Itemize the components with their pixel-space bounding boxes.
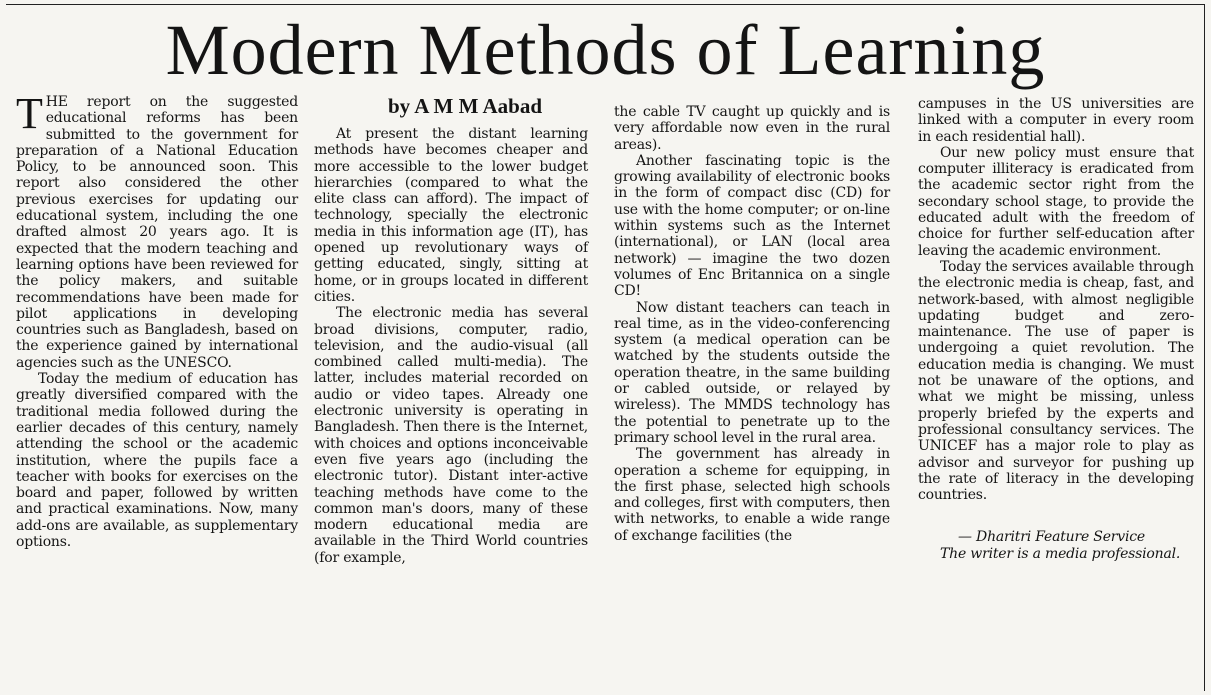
- paragraph: Our new policy must ensure that computer illiteracy is eradicated from the academic sector right from the secondary school stage, to provide the educated adult with the freedom of choice for further self-education after leaving the academic environment.: [918, 144, 1194, 259]
- article-headline: Modern Methods of Learning: [165, 10, 1046, 90]
- paragraph: Now distant teachers can teach in real time, as in the video-conferencing system (a medical operation can be watched by the students outside the operation theatre, in the same building or cabled outside, or relayed by wireless). The MMDS technology has the potential to penetrate up to the primary school level in the rural area.: [614, 299, 890, 446]
- credit-source: — Dharitri Feature Service: [958, 529, 1145, 546]
- right-border-rule: [1204, 4, 1205, 691]
- paragraph: the cable TV caught up quickly and is very affordable now even in the rural areas).: [614, 104, 890, 153]
- paragraph: Today the services available through the electronic media is cheap, fast, and network-based, with almost negligible updating budget and zero-maintenance. The use of paper is undergoing a quiet revolution. The education media is changing. We must not be unaware of the options, and what we might be missing, unless properly briefed by the experts and professional consultancy services. The UNICEF has a major role to play as advisor and surveyor for pushing up the rate of literacy in the developing countries.: [918, 258, 1194, 504]
- paragraph: The government has already in operation a scheme for equipping, in the first phase, selected high schools and colleges, first with computers, then with networks, to enable a wide range of exchange facilities (the: [614, 446, 890, 544]
- paragraph: Another fascinating topic is the growing availability of electronic books in the form of compact disc (CD) for use with the home computer; or on-line within systems such as the Internet (international), or LAN (local area network) — imagine the two dozen volumes of Enc Britannica on a single CD!: [614, 152, 890, 300]
- top-border-rule: [6, 4, 1205, 5]
- article-credits: [918, 529, 1194, 562]
- paragraph: campuses in the US universities are linked with a computer in every room in each residential hall).: [918, 96, 1194, 145]
- paragraph: The electronic media has several broad divisions, computer, radio, television, and the audio-visual (all combined called multi-media). The latter, includes material recorded on audio or video tapes. Already one electronic university is operating in Bangladesh. Then there is the Internet, with choices and options inconceivable even five years ago (including the electronic tutor). Distant inter-active teaching methods have come to the common man's doors, many of these modern educational media are available in the Third World countries (for example,: [314, 305, 588, 566]
- paragraph-text: HE report on the suggested educational reforms has been submitted to the government for preparation of a National Education Policy, to be announced soon. This report also considered the other previous exercises for updating our educational system, including the one drafted almost 20 years ago. It is expected that the modern teaching and learning options have been reviewed for the policy makers, and suitable recommendations have been made for pilot applications in developing countries such as Bangladesh, based on the experience gained by international agencies such as the UNESCO.: [16, 94, 298, 371]
- paragraph: At present the distant learning methods have becomes cheaper and more accessible to the lower budget hierarchies (compared to what the elite class can afford). The impact of technology, specially the electronic media in this information age (IT), has opened up revolutionary ways of getting educated, singly, sitting at home, or in groups located in different cities.: [314, 126, 588, 305]
- article-column-4: [918, 96, 1194, 562]
- article-column-2: [314, 126, 588, 566]
- credit-author-bio: The writer is a media professional.: [940, 545, 1181, 562]
- article-column-1: [16, 89, 298, 551]
- article-column-3: [614, 104, 890, 544]
- paragraph: [16, 89, 298, 371]
- article-byline: by A M M Aabad: [387, 94, 543, 118]
- drop-cap: T: [16, 89, 43, 138]
- paragraph: Today the medium of education has greatly diversified compared with the traditional media followed during the earlier decades of this century, namely attending the school or the academic institution, where the pupils face a teacher with books for exercises on the board and paper, followed by written and practical examinations. Now, many add-ons are available, as supplementary options.: [16, 371, 298, 551]
